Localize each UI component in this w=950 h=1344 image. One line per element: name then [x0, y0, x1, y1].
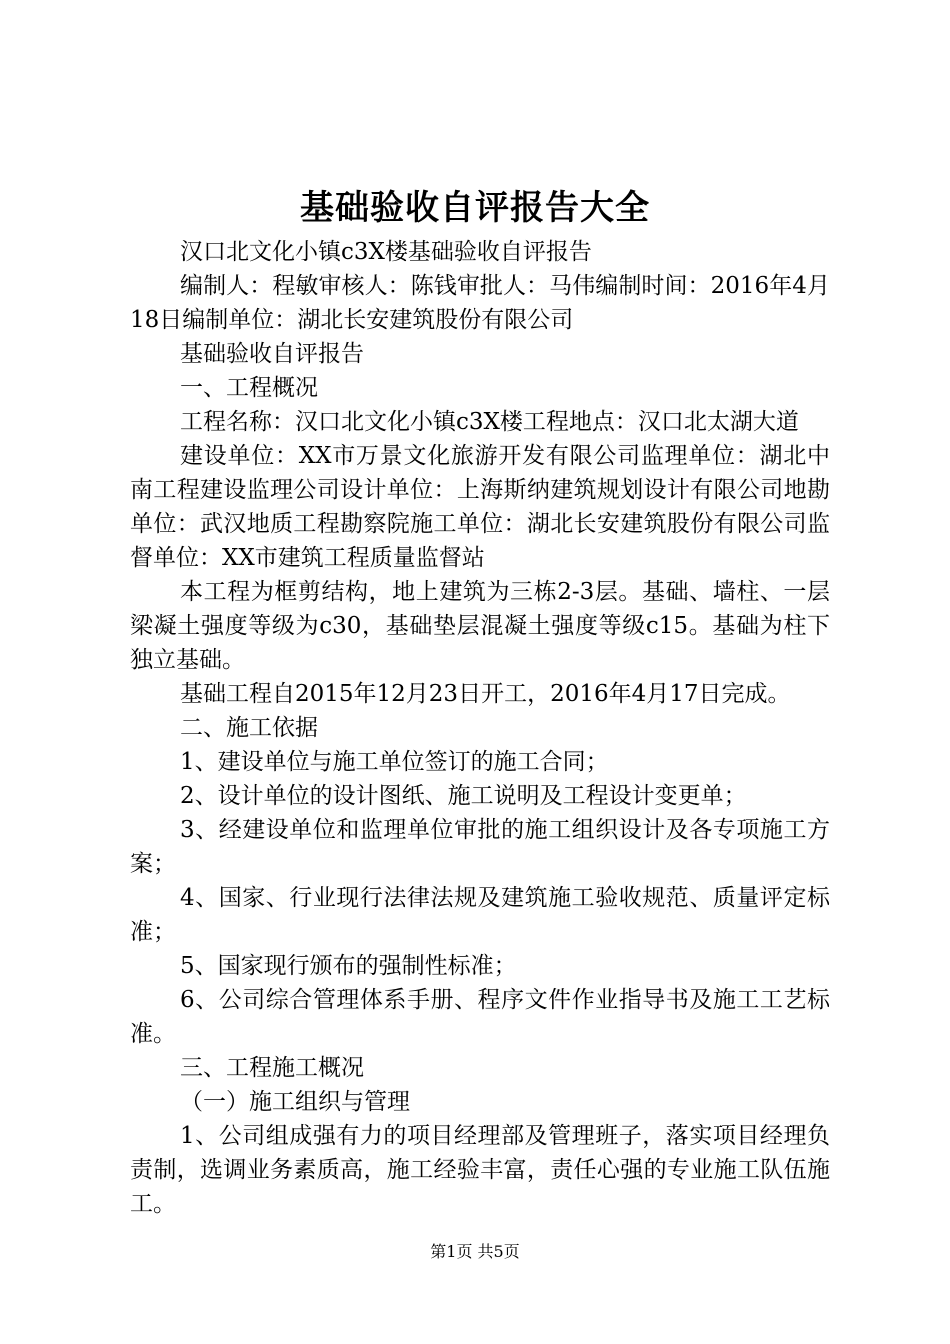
list-item-basis-6: 6、公司综合管理体系手册、程序文件作业指导书及施工工艺标准。	[130, 987, 830, 1047]
paragraph-project-name: 工程名称：汉口北文化小镇c3X楼工程地点：汉口北太湖大道	[180, 409, 799, 435]
paragraph-authors: 编制人：程敏审核人：陈钱审批人：马伟编制时间：2016年4月18日编制单位：湖北长安建筑股份有限公司	[130, 273, 830, 333]
list-item-basis-2: 2、设计单位的设计图纸、施工说明及工程设计变更单；	[180, 783, 747, 809]
paragraph-structure: 本工程为框剪结构，地上建筑为三栋2-3层。基础、墙柱、一层梁凝土强度等级为c30，基础垫层混凝土强度等级c15。基础为柱下独立基础。	[130, 579, 830, 673]
list-item-basis-1: 1、建设单位与施工单位签订的施工合同；	[180, 749, 609, 775]
document-title: 基础验收自评报告大全	[300, 188, 650, 228]
paragraph-subtitle: 基础验收自评报告	[180, 341, 364, 367]
subsection-heading-organization: （一）施工组织与管理	[180, 1089, 410, 1115]
list-item-basis-5: 5、国家现行颁布的强制性标准；	[180, 953, 517, 979]
document-body	[130, 235, 830, 1221]
section-heading-basis: 二、施工依据	[180, 715, 318, 741]
paragraph-units: 建设单位：XX市万景文化旅游开发有限公司监理单位：湖北中南工程建设监理公司设计单位：上海斯纳建筑规划设计有限公司地勘单位：武汉地质工程勘察院施工单位：湖北长安建筑股份有限公司监督单位：XX市建筑工程质量监督站	[130, 443, 830, 571]
list-item-basis-3: 3、经建设单位和监理单位审批的施工组织设计及各专项施工方案；	[130, 817, 830, 877]
list-item-organization-1: 1、公司组成强有力的项目经理部及管理班子，落实项目经理负责制，选调业务素质高，施工经验丰富，责任心强的专业施工队伍施工。	[130, 1123, 830, 1217]
paragraph-report-heading: 汉口北文化小镇c3X楼基础验收自评报告	[180, 239, 592, 265]
section-heading-overview: 一、工程概况	[180, 375, 318, 401]
page-footer: 第1页 共5页	[430, 1242, 520, 1261]
list-item-basis-4: 4、国家、行业现行法律法规及建筑施工验收规范、质量评定标准；	[130, 885, 830, 945]
section-heading-construction: 三、工程施工概况	[180, 1055, 364, 1081]
paragraph-schedule: 基础工程自2015年12月23日开工，2016年4月17日完成。	[180, 681, 791, 707]
